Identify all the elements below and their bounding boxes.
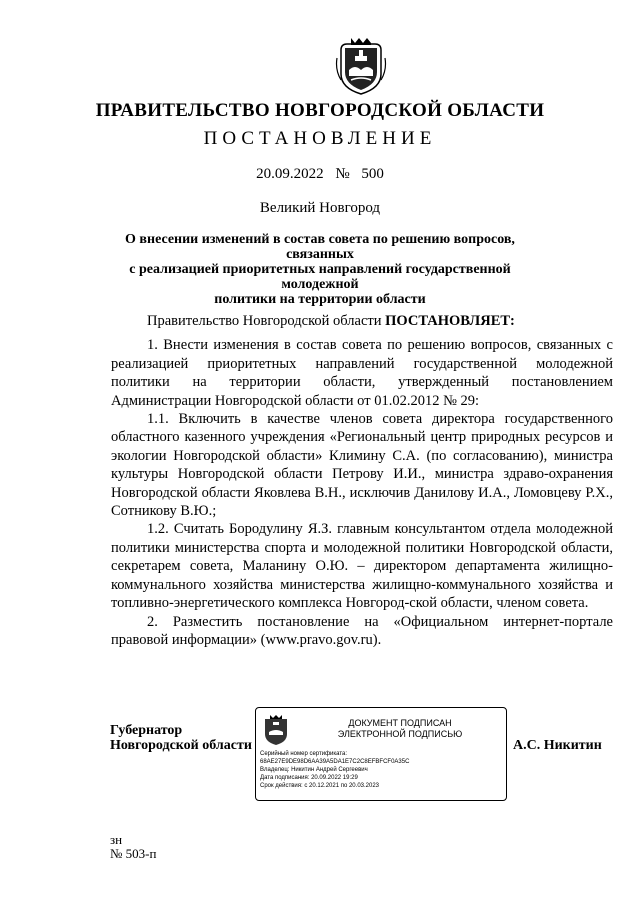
serial-number: 68AE27E9DE98D6AA39A5DA1E7C2C8EFBFCF0A35C <box>260 759 410 765</box>
stamp-title-line: ДОКУМЕНТ ПОДПИСАН <box>348 718 452 728</box>
paragraph-1: 1. Внести изменения в состав совета по решению вопросов, связанных с реализацией приоритетных направлений государственной молодежной политики на территории области, утвержденный постановлением Администрации Новгородской области от 01.02.2012 № 29: <box>111 337 613 409</box>
paragraph-1-2: 1.2. Считать Бородулину Я.З. главным консультантом отдела молодежной политики министерства спорта и молодежной политики Новгородской области, секретарем совета, Маланину О.Ю. – директором департамента жилищно-коммунального хозяйства министерства жилищно-коммунального хозяйства и топливно-энергетического комплекса Новгород-ской области, членом совета. <box>111 521 613 612</box>
date-number-line <box>0 166 640 183</box>
electronic-signature-stamp <box>255 707 507 801</box>
resolves-keyword: ПОСТАНОВЛЯЕТ: <box>385 313 515 329</box>
signatory-position <box>110 723 252 753</box>
intro-text: Правительство Новгородской области <box>147 313 382 329</box>
subject-line: с реализацией приоритетных направлений государственной молодежной <box>129 262 511 292</box>
registration-number: № 503-п <box>110 846 157 861</box>
document-subject <box>110 232 530 307</box>
document-number: 500 <box>361 166 384 182</box>
document-footer <box>110 833 156 861</box>
stamp-title-line: ЭЛЕКТРОННОЙ ПОДПИСЬЮ <box>337 729 463 739</box>
certificate-details <box>260 750 504 790</box>
paragraph-2: 2. Разместить постановление на «Официальном интернет-портале правовой информации» (www.pravo.gov.ru). <box>111 613 613 648</box>
city: Великий Новгород <box>259 200 381 216</box>
intro-paragraph <box>111 312 613 330</box>
stamp-title <box>300 718 500 740</box>
certificate-owner: Владелец: Никитин Андрей Сергеевич <box>260 767 368 773</box>
serial-label: Серийный номер сертификата: <box>260 751 348 757</box>
subject-line: политики на территории области <box>214 292 426 307</box>
document-date: 20.09.2022 <box>256 166 324 182</box>
document-type: ПОСТАНОВЛЕНИЕ <box>203 128 437 149</box>
position-line: Новгородской области <box>110 738 252 753</box>
document-body <box>111 312 613 649</box>
coat-of-arms-icon <box>335 36 387 96</box>
certificate-validity: Срок действия: с 20.12.2021 по 20.03.2023 <box>260 783 380 789</box>
coat-of-arms-icon <box>262 714 290 746</box>
government-title: ПРАВИТЕЛЬСТВО НОВГОРОДСКОЙ ОБЛАСТИ <box>95 100 545 121</box>
signing-date: Дата подписания: 20.09.2022 19:29 <box>260 775 358 781</box>
signatory-name: А.С. Никитин <box>513 738 602 753</box>
number-sign: № <box>335 166 350 182</box>
position-line: Губернатор <box>110 723 183 738</box>
paragraph-1-1: 1.1. Включить в качестве членов совета директора государственного областного казенного учреждения «Региональный центр природных ресурсов и экологии Новгородской области» Климину С.А. (по согласованию), министра культуры Новгородской области Петрову И.И., министра здраво-охранения Новгородской области Яковлева В.Н., исключив Данилову И.А., Ломовцеву Р.Х., Сотникову В.Ю.; <box>111 411 613 520</box>
subject-line: О внесении изменений в состав совета по решению вопросов, связанных <box>125 232 515 262</box>
executor-initials: зн <box>110 832 123 847</box>
